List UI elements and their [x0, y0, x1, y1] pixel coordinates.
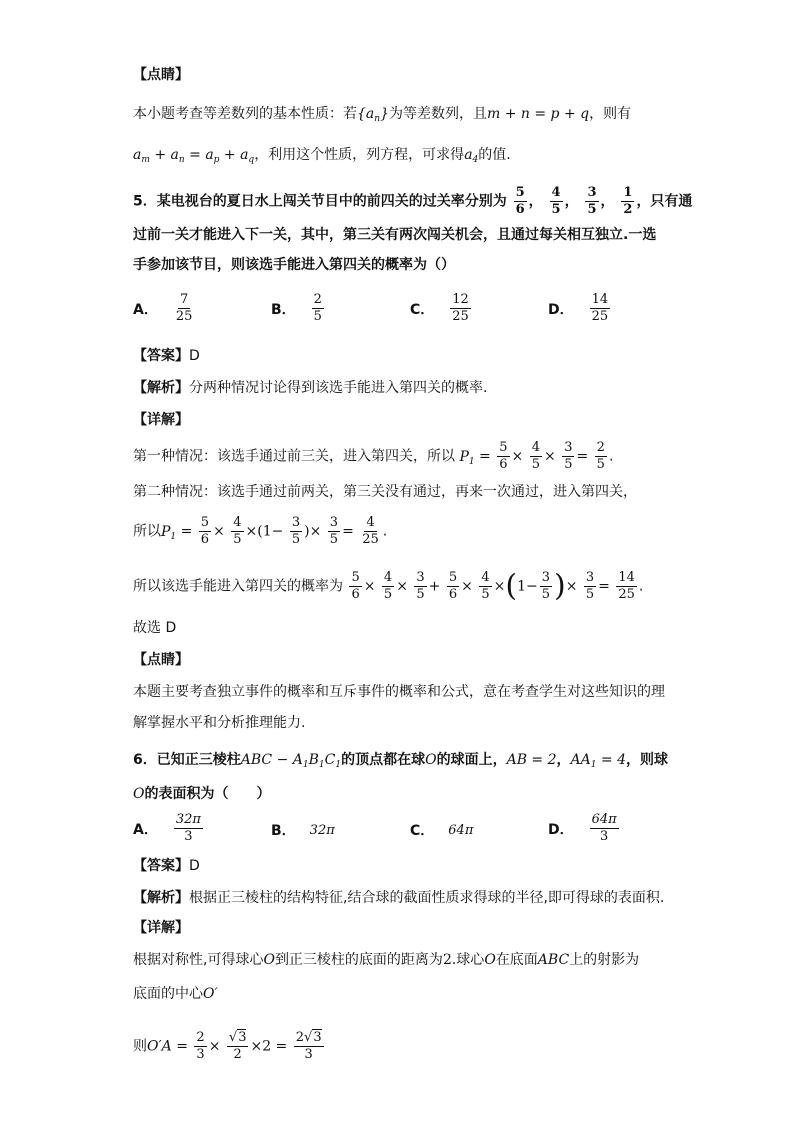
option-fraction	[312, 292, 324, 325]
answer-value: D	[189, 348, 200, 364]
q6-detail-line3: 则O′A = $\frac{2}{3}$ × $\frac{√3}{2}$ ×2 = $\frac{2√3}{3}$	[133, 1030, 322, 1062]
math-p1: $P_1$	[459, 448, 475, 467]
q5-case2-formula: 所以$P_1$ = $\frac{5}{6}$ × $\frac{4}{5}$ ×(1− $\frac{3}{5}$ )× $\frac{3}{5}$ = $\frac{4}{25}$ .	[133, 515, 388, 547]
rate-fraction	[514, 185, 527, 218]
frac: $\frac{2√3}{3}$	[295, 1030, 322, 1062]
analysis-text: 分两种情况讨论得到该选手能进入第四关的概率.	[189, 380, 488, 396]
text-segment: 根据对称性,可得球心	[133, 952, 264, 968]
math-o-prime: O′	[203, 986, 218, 1002]
num: 2	[313, 292, 322, 307]
analysis-text: 根据正三棱柱的结构特征,结合球的截面性质求得球的半径,即可得球的表面积.	[189, 890, 665, 906]
q5-line2: 过前一关才能进入下一关，其中，第三关有两次闯关机会，且通过每关相互独立.一选	[133, 227, 657, 243]
text-segment: 第一种情况：该选手通过前三关，进入第四关，所以	[133, 448, 455, 465]
den: 25	[591, 309, 609, 324]
frac: $\frac{3}{5}$	[564, 440, 573, 472]
option-label: A．	[133, 821, 158, 838]
frac: $\frac{4}{5}$	[531, 440, 540, 472]
option-value: 32π	[309, 822, 335, 838]
q6-option-c	[410, 820, 473, 840]
answer-label: 【答案】	[133, 858, 189, 874]
option-fraction	[174, 812, 203, 845]
math-o: O	[425, 752, 437, 768]
den: 3	[600, 829, 609, 844]
rate-fraction	[621, 185, 634, 218]
rate-fraction	[585, 185, 598, 218]
text-segment: 为等差数列，且	[388, 106, 487, 122]
text-segment: 5．某电视台的夏日水上闯关节目中的前四关的过关率分别为	[133, 193, 507, 210]
math-mn-pq: m + n = p + q	[486, 106, 590, 122]
q5-line1: 5．某电视台的夏日水上闯关节目中的前四关的过关率分别为 $\frac{5}{6}$ ， $\frac{4}{5}$ ， $\frac{3}{5}$ ， $\frac{1}{2}$ ，只有通	[133, 185, 693, 217]
dianjing-text-line2	[133, 145, 511, 170]
option-fraction	[590, 292, 611, 325]
num: 7	[179, 292, 189, 307]
frac: $\frac{3}{5}$	[416, 570, 425, 602]
num: 12	[452, 292, 469, 307]
option-value: 64π	[448, 822, 474, 838]
frac: $\frac{2}{5}$	[596, 440, 605, 472]
den: 25	[452, 309, 469, 324]
math-p1: $P_1$	[161, 523, 177, 542]
math-o: O	[263, 952, 275, 968]
num: 14	[591, 292, 609, 307]
den: 5	[313, 309, 322, 324]
math-am-an: $a_m + a_n = a_p + a_q$	[133, 147, 255, 165]
option-fraction	[590, 812, 619, 845]
dianjing-label: 【点睛】	[133, 67, 189, 83]
option-label: B．	[271, 301, 296, 318]
frac: $\frac{4}{5}$	[383, 570, 393, 602]
num: 1	[623, 185, 633, 200]
dianjing-text-line1	[133, 104, 631, 129]
num: 5	[515, 185, 525, 200]
q5-analysis	[133, 378, 487, 398]
den: 6	[515, 202, 525, 217]
analysis-label: 【解析】	[133, 890, 189, 906]
q5-option-d	[548, 292, 612, 325]
frac: $\frac{5}{6}$	[448, 570, 458, 602]
q5-option-b	[271, 292, 326, 325]
num: 64π	[591, 812, 617, 827]
frac: $\frac{4}{5}$	[233, 515, 242, 547]
option-label: A．	[133, 301, 158, 318]
text-segment: 6．已知正三棱柱	[133, 752, 241, 768]
q6-detail-line2	[133, 984, 218, 1004]
q5-case2: 第二种情况：该选手通过前两关，第三关没有通过，再来一次通过，进入第四关，	[133, 484, 637, 500]
q6-analysis	[133, 888, 664, 908]
frac: $\frac{3}{5}$	[541, 570, 550, 602]
q6-option-d	[548, 812, 621, 845]
q5-detail-label: 【详解】	[133, 412, 189, 428]
math-ab: AB = 2	[506, 752, 557, 768]
num: 4	[551, 185, 561, 200]
text-segment: 所以该选手能进入第四关的概率为	[133, 578, 343, 595]
text-segment: 到正三棱柱的底面的距离为	[274, 952, 443, 968]
option-fraction	[450, 292, 471, 325]
text-segment: 底面的中心	[133, 986, 203, 1002]
q5-case1: 第一种情况：该选手通过前三关，进入第四关，所以 $P_1$ = $\frac{5}{6}$ × $\frac{4}{5}$ × $\frac{3}{5}$ = $\frac{2}{5}$ .	[133, 440, 614, 472]
math-a4: $a_4$	[464, 147, 479, 165]
q5-dianjing-line1: 本题主要考查独立事件的概率和互斥事件的概率和公式，意在考查学生对这些知识的理	[133, 684, 665, 700]
math-o: O	[133, 786, 145, 802]
den: 5	[587, 202, 597, 217]
q6-option-b	[271, 820, 335, 840]
option-fraction	[174, 292, 195, 325]
option-label: C．	[410, 301, 435, 318]
q5-option-c	[410, 292, 473, 325]
text-segment: 的表面积为（ ）	[144, 786, 271, 802]
text-segment: 在底面	[495, 952, 538, 968]
frac: $\frac{5}{6}$	[351, 570, 360, 602]
option-label: D．	[548, 301, 574, 318]
q5-total: 所以该选手能进入第四关的概率为 $\frac{5}{6}$ × $\frac{4}{5}$ × $\frac{3}{5}$ + $\frac{5}{6}$ × $\frac{4}{5}$ ×(1− $\frac{3}{5}$ )× $\frac{3}{5}$ = $\frac{14}{25}$ .	[133, 568, 644, 604]
answer-value: D	[189, 858, 200, 874]
text-segment: ，则有	[589, 106, 632, 122]
frac: $\frac{4}{5}$	[481, 570, 490, 602]
den: 25	[175, 309, 193, 324]
math-an: $\{a_n\}$	[357, 106, 389, 124]
frac: $\frac{5}{6}$	[200, 515, 210, 547]
frac: $\frac{3}{5}$	[329, 515, 339, 547]
math-prism: ABC − $A_1B_1C_1$	[240, 752, 342, 770]
text-segment: ，利用这个性质，列方程，可求得	[254, 147, 465, 163]
q6-option-a	[133, 812, 205, 845]
q5-answer	[133, 346, 200, 366]
math-abc: ABC	[537, 952, 570, 968]
option-label: C．	[410, 823, 435, 839]
num: 32π	[175, 812, 201, 827]
frac: $\frac{5}{6}$	[499, 440, 508, 472]
math-o: O	[484, 952, 496, 968]
q5-dianjing-line2: 解掌握水平和分析推理能力.	[133, 715, 306, 731]
text-segment: 的球面上，	[436, 752, 507, 768]
analysis-label: 【解析】	[133, 380, 189, 396]
q5-line3: 手参加该节目，则该选手能进入第四关的概率为（）	[133, 257, 455, 273]
text-segment: 的顶点都在球	[341, 752, 426, 768]
text-segment: .球心	[451, 952, 485, 968]
frac: $\frac{3}{5}$	[585, 570, 595, 602]
answer-label: 【答案】	[133, 348, 189, 364]
math-oa: O′A	[147, 1038, 172, 1055]
text-segment: ，只有通	[636, 193, 693, 210]
text-segment: 上的射影为	[569, 952, 640, 968]
q6-line1: 6．已知正三棱柱ABC − $A_1B_1C_1$的顶点都在球O的球面上，AB = 2，$AA_1 = 4$，则球	[133, 752, 669, 770]
den: 2	[623, 202, 633, 217]
q6-detail-line1	[133, 950, 639, 970]
option-label: B．	[271, 823, 296, 839]
text-segment: 则	[133, 1038, 147, 1055]
num: 3	[587, 185, 597, 200]
den: 3	[184, 829, 193, 844]
text-segment: 本小题考查等差数列的基本性质：若	[133, 106, 357, 122]
q6-answer	[133, 856, 200, 876]
text-segment: ，则球	[626, 752, 669, 768]
q6-detail-label: 【详解】	[133, 920, 189, 936]
option-label: D．	[548, 821, 574, 838]
frac: $\frac{3}{5}$	[291, 515, 301, 547]
q6-line2	[133, 784, 270, 804]
frac: $\frac{2}{3}$	[196, 1030, 205, 1062]
frac: $\frac{14}{25}$	[618, 570, 635, 602]
q5-option-a	[133, 292, 196, 325]
rate-fraction	[550, 185, 563, 218]
frac: $\frac{√3}{2}$	[228, 1030, 247, 1062]
text-segment: 所以	[133, 523, 161, 540]
math-aa1: $AA_1 = 4$	[570, 752, 627, 770]
q5-dianjing-label: 【点睛】	[133, 652, 189, 668]
math-2: 2	[442, 952, 452, 968]
text-segment: 的值.	[478, 147, 511, 163]
q5-choose: 故选 D	[133, 620, 177, 636]
frac: $\frac{4}{25}$	[362, 515, 379, 547]
den: 5	[551, 202, 561, 217]
